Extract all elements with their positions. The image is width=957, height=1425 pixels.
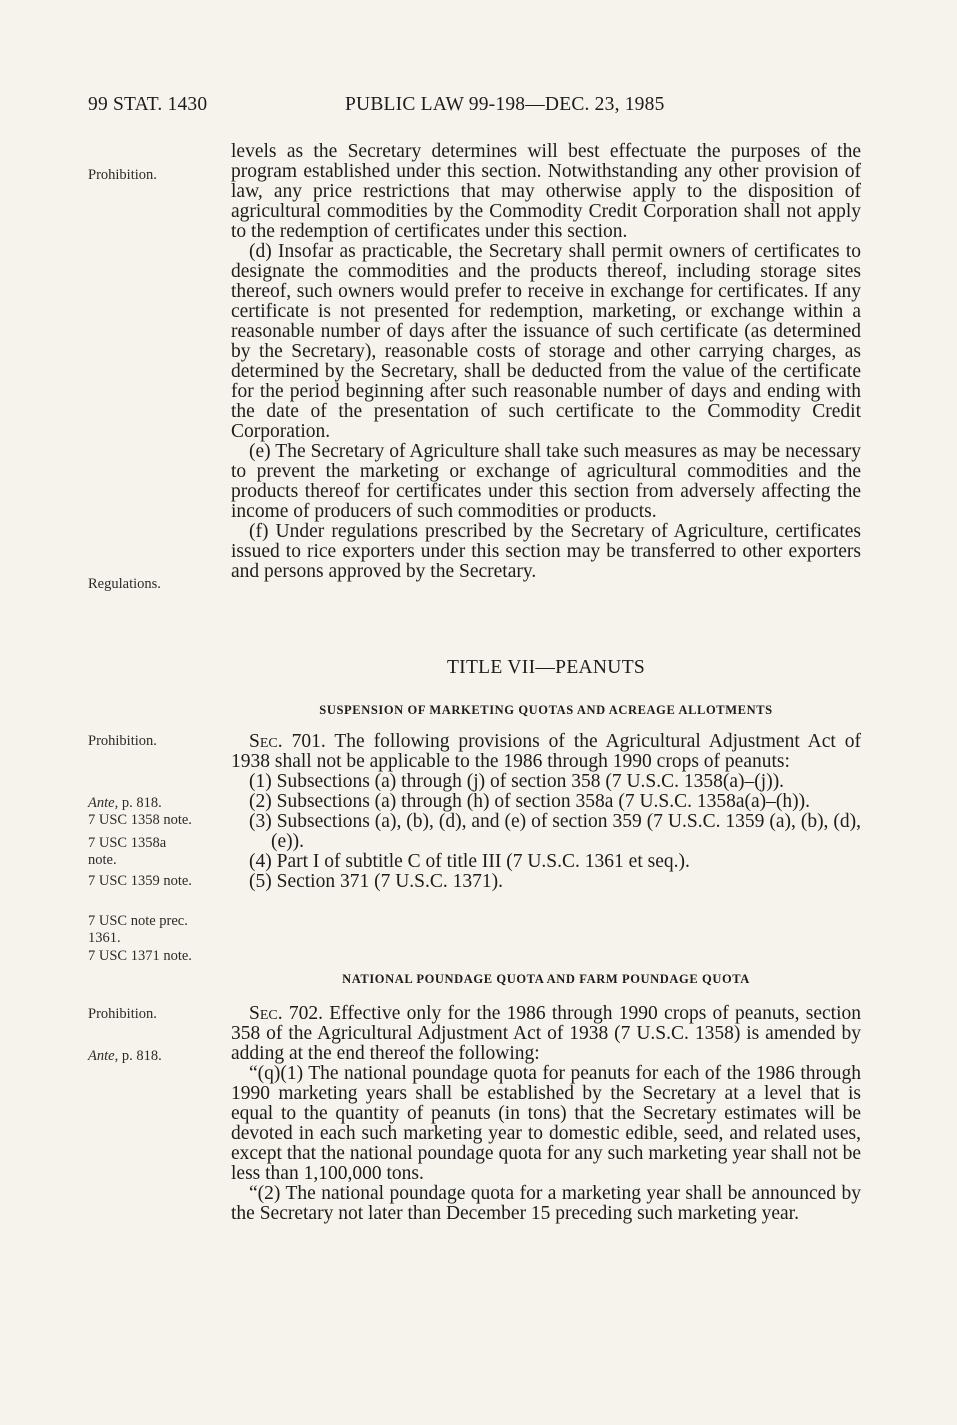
page-stat-number: 99 STAT. 1430 bbox=[88, 94, 208, 115]
paragraph-q1: “(q)(1) The national poundage quota for peanuts for each of the 1986 through 1990 marketing years shall be established by the Secretary at a level that is equal to the quantity of peanuts (in tons) that the Secretary estimates will be devoted in each such marketing year to domestic edible, seed, and related uses, except that the national poundage quota for any such marketing year shall not be less than 1,100,000 tons. bbox=[231, 1063, 861, 1184]
section-702-text: 702. Effective only for the 1986 through 1990 crops of peanuts, section 358 of the Agricultural Adjustment Act of 1938 (7 U.S.C. 1358) is amended by adding at the end thereof the following: bbox=[231, 1003, 861, 1064]
section-caption-suspension: SUSPENSION OF MARKETING QUOTAS AND ACREAGE ALLOTMENTS bbox=[319, 703, 773, 717]
paragraph-e: (e) The Secretary of Agriculture shall take such measures as may be necessary to prevent the marketing or exchange of agricultural commodities and the products thereof for certificates under this section from adversely affecting the income of producers of such commodities or products. bbox=[231, 441, 861, 522]
paragraph-c-continuation: levels as the Secretary determines will best effectuate the purposes of the program established under this section. Notwithstanding any other provision of law, any price restrictions that may otherwise apply to the disposition of agricultural commodities by the Commodity Credit Corporation shall not apply to the redemption of certificates under this section. bbox=[231, 141, 861, 242]
margin-note-ante-1 bbox=[88, 795, 162, 812]
margin-note-ante-1-italic: Ante, bbox=[88, 795, 119, 811]
section-caption-poundage: NATIONAL POUNDAGE QUOTA AND FARM POUNDAGE QUOTA bbox=[342, 972, 750, 986]
paragraph-d: (d) Insofar as practicable, the Secretary shall permit owners of certificates to designate the commodities and the products thereof, including storage sites thereof, such owners would prefer to receive in exchange for certificates. If any certificate is not presented for redemption, marketing, or exchange within a reasonable number of days after the issuance of such certificate (as determined by the Secretary), reasonable costs of storage and other carrying charges, as determined by the Secretary, shall be deducted from the value of the certificate for the period beginning after such reasonable number of days and ending with the date of the presentation of such certificate to the Commodity Credit Corporation. bbox=[231, 241, 861, 442]
margin-note-prohibition-1: Prohibition. bbox=[88, 167, 157, 183]
margin-note-usc-1358: 7 USC 1358 note. bbox=[88, 812, 192, 828]
margin-note-usc-1358a-line2: note. bbox=[88, 852, 117, 868]
margin-note-usc-1361-line2: 1361. bbox=[88, 930, 121, 946]
section-702 bbox=[231, 1004, 861, 1224]
margin-note-usc-1358a bbox=[88, 835, 166, 869]
section-701-text: 701. The following provisions of the Agricultural Adjustment Act of 1938 shall not be applicable to the 1986 through 1990 crops of peanuts: bbox=[231, 731, 861, 772]
margin-note-prohibition-3: Prohibition. bbox=[88, 1006, 157, 1022]
margin-note-usc-1361-line1: 7 USC note prec. bbox=[88, 913, 188, 929]
margin-note-ante-1-page: p. 818. bbox=[118, 795, 162, 811]
paragraph-f: (f) Under regulations prescribed by the Secretary of Agriculture, certificates issued to rice exporters under this section may be transferred to other exporters and persons approved by the Secretary. bbox=[231, 521, 861, 582]
list-item-4: (4) Part I of subtitle C of title III (7 U.S.C. 1361 et seq.). bbox=[249, 851, 690, 872]
section-702-intro bbox=[231, 1004, 861, 1064]
title-heading: TITLE VII—PEANUTS bbox=[446, 657, 646, 678]
margin-note-usc-1361 bbox=[88, 913, 188, 947]
margin-note-usc-1359: 7 USC 1359 note. bbox=[88, 873, 192, 889]
margin-note-ante-2 bbox=[88, 1048, 162, 1065]
margin-note-ante-2-page: p. 818. bbox=[118, 1048, 162, 1064]
section-700-continuation bbox=[231, 142, 861, 582]
margin-note-ante-2-italic: Ante, bbox=[88, 1048, 119, 1064]
margin-note-usc-1371: 7 USC 1371 note. bbox=[88, 948, 192, 964]
page-running-head: PUBLIC LAW 99-198—DEC. 23, 1985 bbox=[345, 94, 665, 115]
paragraph-q2: “(2) The national poundage quota for a marketing year shall be announced by the Secretary not later than December 15 preceding such marketing year. bbox=[231, 1183, 861, 1224]
list-item-5: (5) Section 371 (7 U.S.C. 1371). bbox=[249, 871, 504, 892]
section-701-intro bbox=[231, 732, 861, 772]
list-item-3: (3) Subsections (a), (b), (d), and (e) of section 359 (7 U.S.C. 1359 (a), (b), (d), (e)). bbox=[249, 811, 861, 852]
margin-note-regulations: Regulations. bbox=[88, 576, 161, 592]
list-item-2: (2) Subsections (a) through (h) of section 358a (7 U.S.C. 1358a(a)–(h)). bbox=[249, 791, 811, 812]
margin-note-usc-1358a-line1: 7 USC 1358a bbox=[88, 835, 167, 851]
margin-note-prohibition-2: Prohibition. bbox=[88, 733, 157, 749]
section-701-label: Sec. bbox=[249, 731, 283, 752]
section-701 bbox=[231, 732, 861, 892]
section-702-label: Sec. bbox=[249, 1003, 283, 1024]
list-item-1: (1) Subsections (a) through (j) of section 358 (7 U.S.C. 1358(a)–(j)). bbox=[249, 771, 785, 792]
